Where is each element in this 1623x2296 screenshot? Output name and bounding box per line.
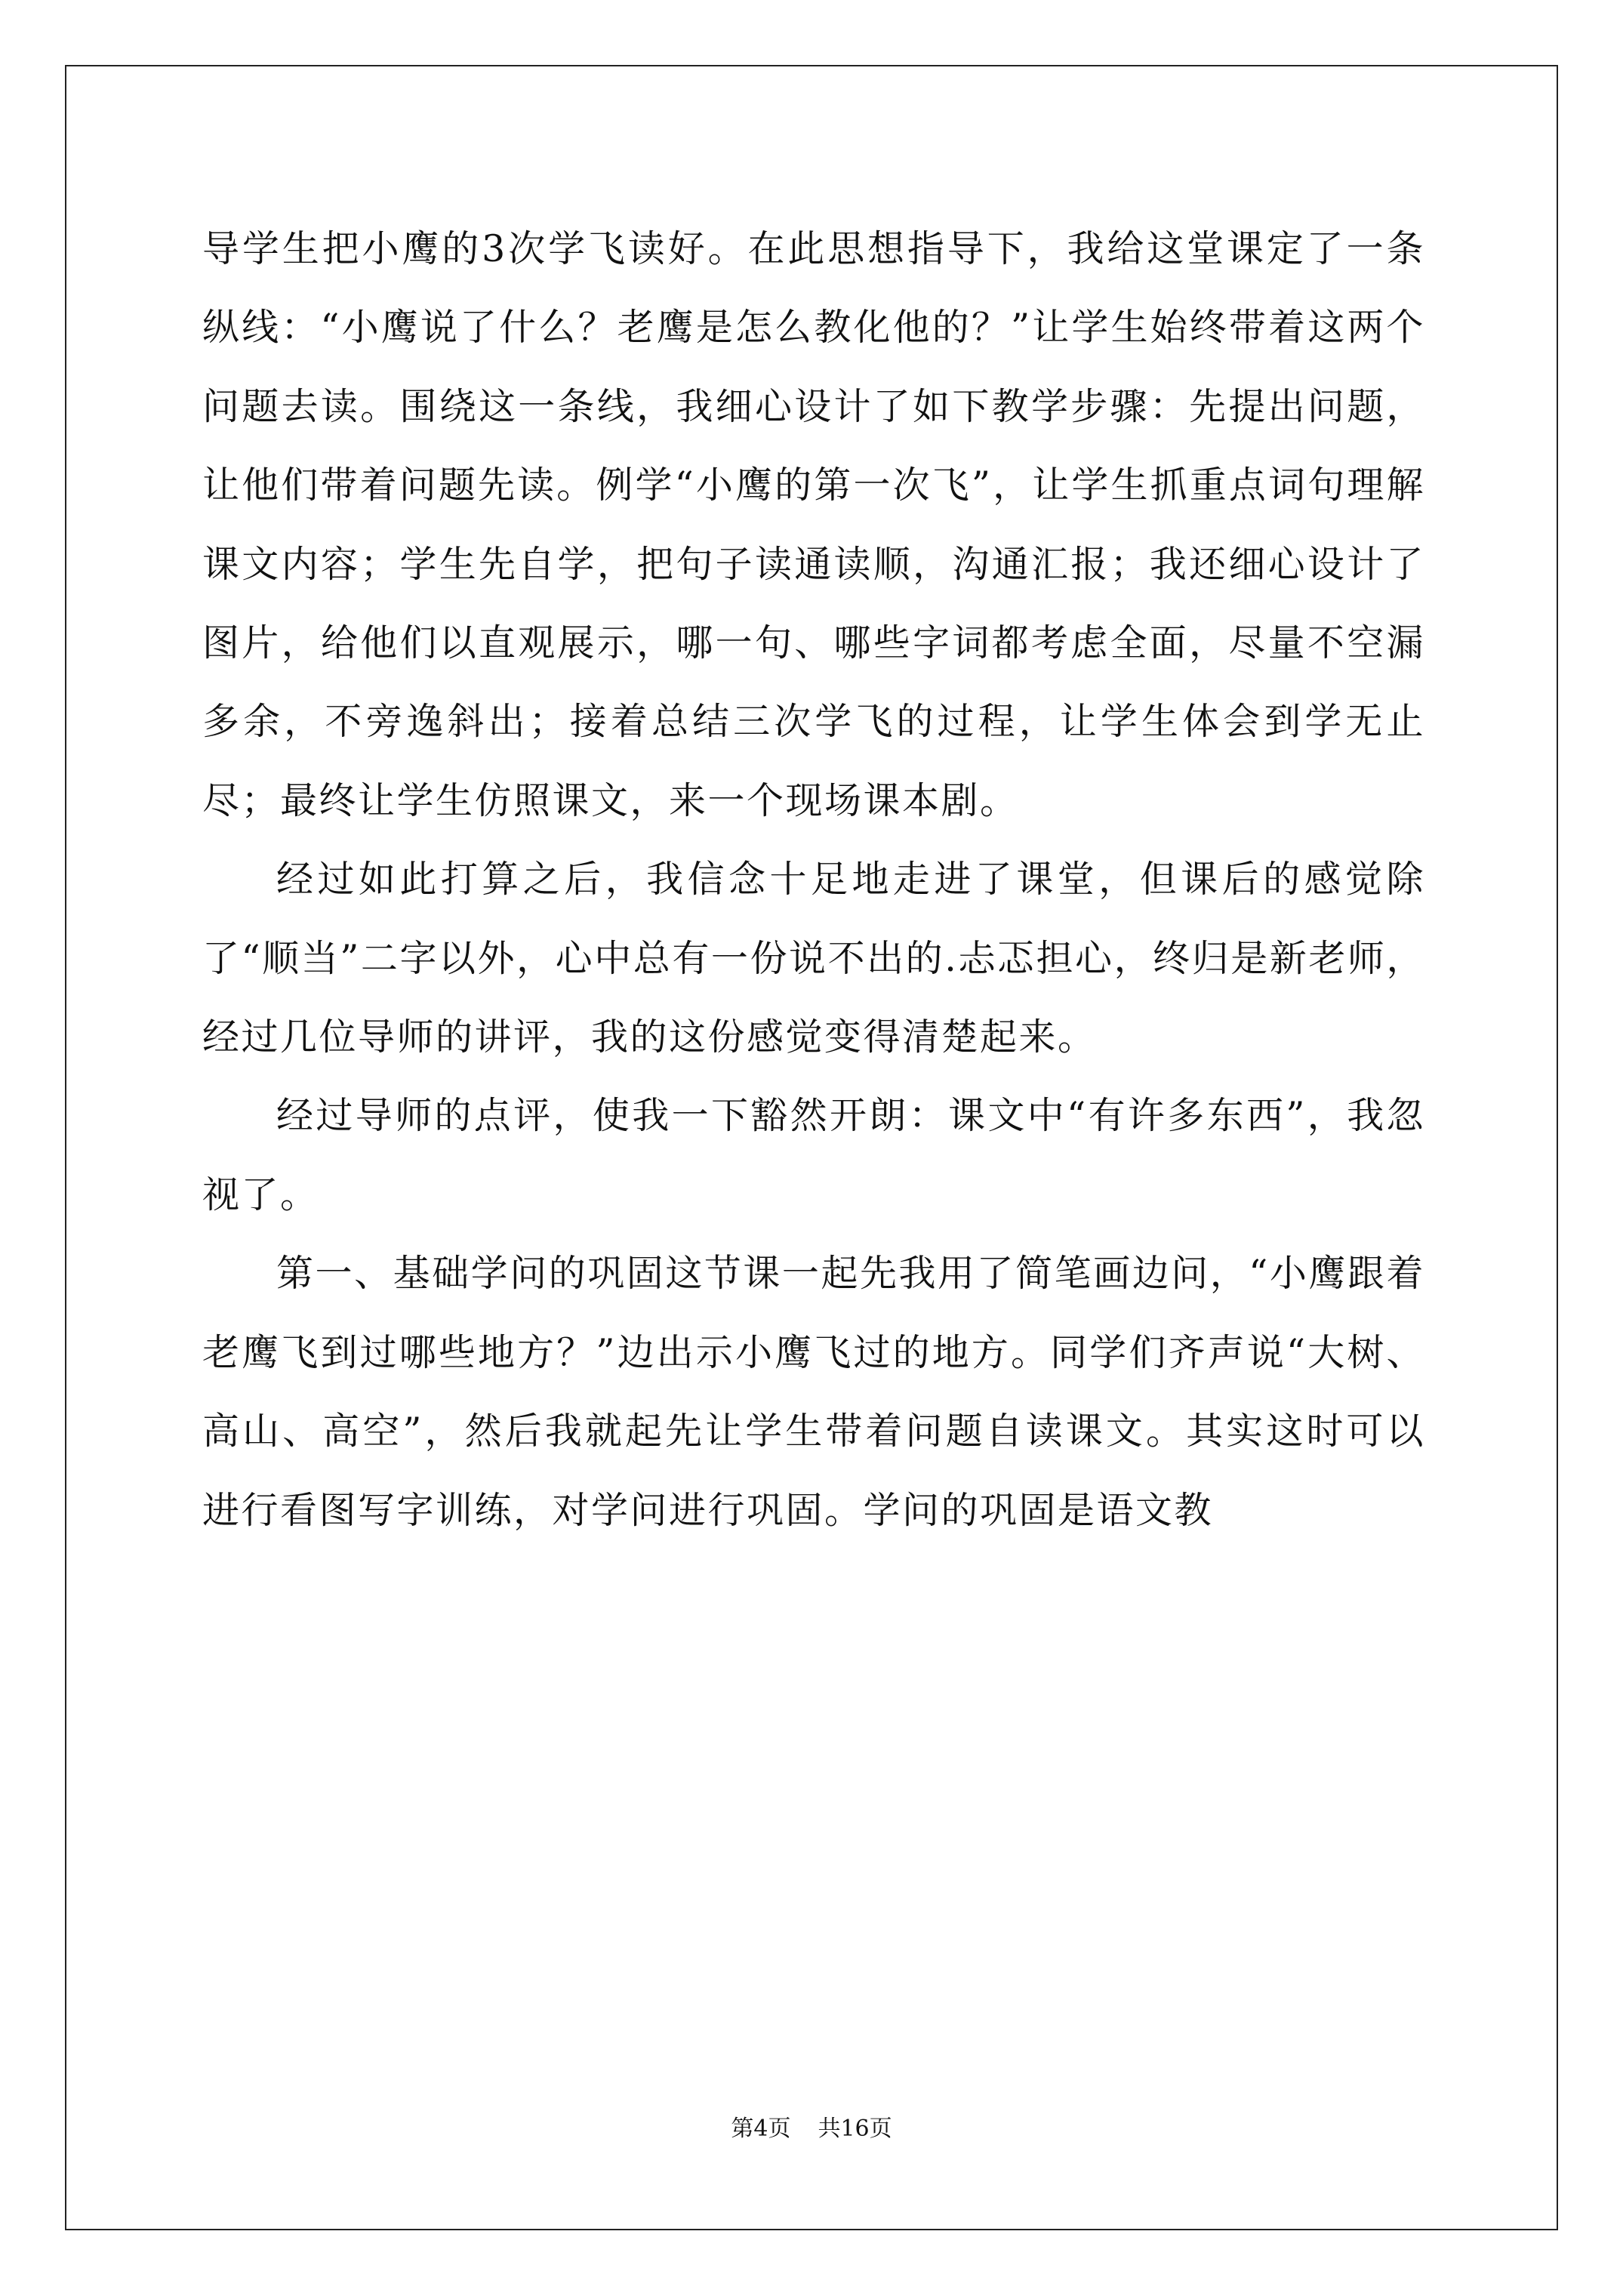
page-footer [0,2114,1623,2144]
paragraph: 经过导师的点评，使我一下豁然开朗：课文中“有许多东西”，我忽视了。 [202,1094,1425,1216]
page-number: 第4页 [731,2116,791,2142]
paragraph-continued: 导学生把小鹰的3次学飞读好。在此思想指导下，我给这堂课定了一条纵线：“小鹰说了什么？老鹰是怎么教化他的？”让学生始终带着这两个问题去读。围绕这一条线，我细心设计了如下教学步骤：先提出问题，让他们带着问题先读。例学“小鹰的第一次飞”，让学生抓重点词句理解课文内容；学生先自学，把句子读通读顺，沟通汇报；我还细心设计了图片，给他们以直观展示，哪一句、哪些字词都考虑全面，尽量不空漏多余，不旁逸斜出；接着总结三次学飞的过程，让学生体会到学无止尽；最终让学生仿照课文，来一个现场课本剧。 [202,227,1425,822]
paragraph: 第一、基础学问的巩固这节课一起先我用了简笔画边问，“小鹰跟着老鹰飞到过哪些地方？”边出示小鹰飞过的地方。同学们齐声说“大树、高山、高空”，然后我就起先让学生带着问题自读课文。其实这时可以进行看图写字训练，对学问进行巩固。学问的巩固是语文教 [202,1252,1425,1532]
total-pages: 共16页 [818,2116,892,2142]
document-body [202,210,1425,1550]
paragraph: 经过如此打算之后，我信念十足地走进了课堂，但课后的感觉除了“顺当”二字以外，心中总有一份说不出的.忐忑担心，终归是新老师，经过几位导师的讲评，我的这份感觉变得清楚起来。 [202,858,1425,1059]
